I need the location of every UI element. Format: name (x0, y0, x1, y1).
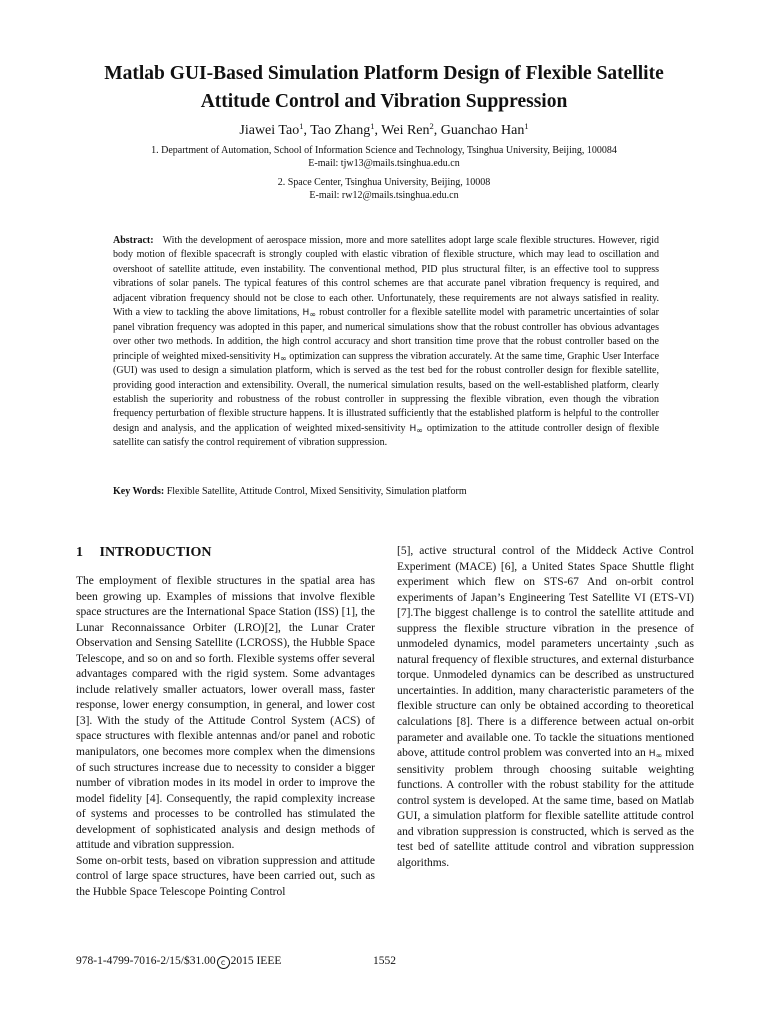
h-infinity-subscript: ∞ (655, 751, 663, 761)
intro-paragraph-1: The employment of flexible structures in the spatial area has been growing up. Examples of missions that involve flexible space structures are the International Space Station (ISS) [1], the Lunar Reconnaissance Orbiter (LRO)[2], the Lunar Crater Observation and Sensing Satellite (LCROSS), the Hubble Space Telescope, and so on and so forth. Flexible systems offer several advantages compared with the rigid system. Some advantages include relatively smaller actuators, lower overall mass, faster response, lower energy consumption, in general, and lower cost [3]. With the study of the Attitude Control System (ACS) of space structures with flexible antennas and/or panel and robotic manipulators, one becomes more complex when the dimensions of such structures increase due to necessity to consider a bigger number of vibration modes in its model in order to improve the model fidelity [4]. Consequently, the rapid complexity increase of systems and processes to be controlled has stimulated the development of sophisticated analysis and design methods of attitude and vibration suppression. (76, 575, 375, 852)
keywords (113, 485, 659, 499)
author-separator: , (433, 123, 441, 138)
author-separator: , (374, 123, 382, 138)
affiliation-1 (40, 144, 728, 170)
author-name: Wei Ren (381, 123, 430, 138)
section-heading-introduction (76, 544, 375, 562)
intro-paragraph-continued (397, 544, 694, 871)
intro-continued-part-2: mixed sensitivity problem through choosing suitable weighting functions. A controller with the robust stability for the attitude control system is developed. At the same time, based on Matlab GUI, a simulation platform for flexible satellite attitude control and vibration suppression is constructed, which is served as the test bed of satellite attitude control and vibration suppression algorithms. (397, 747, 695, 869)
title-line-1: Matlab GUI-Based Simulation Platform Design of Flexible Satellite (104, 63, 664, 84)
affiliation-2 (40, 176, 728, 202)
author-affiliation-marker: 1 (524, 121, 529, 131)
author-name: Guanchao Han (440, 123, 525, 138)
right-column (397, 544, 694, 871)
copyright-icon: c (217, 956, 230, 969)
author-affiliation-marker: 2 (429, 121, 434, 131)
footer-copyright (76, 954, 281, 969)
footer-isbn: 978-1-4799-7016-2/15/$31.00 (76, 955, 216, 967)
abstract (113, 234, 659, 451)
affiliation-1-address: 1. Department of Automation, School of Information Science and Technology, Tsinghua University, Beijing, 100084 (151, 145, 617, 156)
keywords-text: Flexible Satellite, Attitude Control, Mixed Sensitivity, Simulation platform (166, 486, 467, 497)
h-infinity-symbol (409, 424, 422, 434)
h-infinity-base: H (302, 308, 310, 319)
abstract-part-1: With the development of aerospace mission, more and more satellites adopt large scale flexible structures. However, rigid body motion of flexible spacecraft is strongly coupled with elastic vibration of flexible structure, which may lead to oscillation and overshoot of satellite attitude, even instability. The conventional method, PID plus structural filter, is an effective tool to suppress vibrations of solar panels. The typical features of this control schemes are that accurate panel vibration frequency is required, and adjacent vibration frequency should not be close to each other. Unfortunately, these requirements are not always satisfied in reality. With a view to tackling the above limitations, (113, 235, 659, 319)
h-infinity-subscript: ∞ (416, 425, 423, 435)
h-infinity-symbol (303, 308, 316, 318)
h-infinity-symbol (273, 352, 286, 362)
intro-continued-part-1: [5], active structural control of the Middeck Active Control Experiment (MACE) [6], a United States Space Shuttle flight experiment which flew on STS-67 And on-orbit control experiments of Japan’s Engineering Test Satellite VI (ETS-VI) [7].The biggest challenge is to control the satellite attitude and suppress the flexible structure vibration in the presence of unmodeled dynamics, model parameters uncertainty ,such as natural frequency of flexible structures, and external disturbance torque. Unmodeled dynamics can be described as unstructured uncertainties. In addition, many characteristic parameters of the flexible structure can only be obtained according to theoretical calculations [8]. There is a difference between actual on-orbit parameter and available one. To tackle the situations mentioned above, attitude control problem was converted into an (397, 545, 694, 760)
intro-paragraph-2: Some on-orbit tests, based on vibration suppression and attitude control of large space structures, have been carried out, such as the Hubble Space Telescope Pointing Control (76, 854, 375, 898)
abstract-part-3: optimization can suppress the vibration accurately. At the same time, Graphic User Interface (GUI) was used to design a simulation platform, which is served as the test bed for the robust controller design for flexible satellite, providing good interaction and extensibility. Overall, the numerical simulation results, based on the well-established platform, clearly establish the superiority and robustness of the robust controller in suppressing the flexible vibration, even though the vibration frequency perturbation of flexible structure happens. It is illustrated sufficiently that the established platform is helpful to the controller design and analysis, and the application of weighted mixed-sensitivity (113, 350, 660, 434)
h-infinity-subscript: ∞ (309, 310, 316, 320)
abstract-part-4: optimization to the attitude controller design of flexible satellite can satisfy the control requirement of vibration suppression. (113, 422, 660, 449)
page-number: 1552 (373, 955, 396, 967)
author-separator: , (303, 123, 311, 138)
affiliation-2-email: E-mail: rw12@mails.tsinghua.edu.cn (309, 190, 459, 201)
paper-title (40, 60, 728, 116)
abstract-label: Abstract: (113, 235, 154, 246)
abstract-text (113, 234, 659, 451)
author-name: Tao Zhang (310, 123, 371, 138)
h-infinity-base: H (409, 423, 417, 434)
author-list (40, 122, 728, 139)
section-title: INTRODUCTION (99, 545, 212, 560)
author-affiliation-marker: 1 (370, 121, 375, 131)
h-infinity-base: H (273, 351, 280, 362)
title-line-2: Attitude Control and Vibration Suppression (200, 91, 568, 112)
author-affiliation-marker: 1 (299, 121, 304, 131)
affiliation-1-email: E-mail: tjw13@mails.tsinghua.edu.cn (308, 158, 460, 169)
h-infinity-symbol (649, 749, 662, 759)
abstract-part-2: robust controller for a flexible satellite model with parametric uncertainties of solar panel vibration frequency was adopted in this paper, and numerical simulations show that the robust controller has obvious advantages over other two methods. In addition, the high control accuracy and short transition time prove that the robust controller based on the principle of weighted mixed-sensitivity (113, 307, 660, 362)
author-name: Jiawei Tao (239, 123, 300, 138)
section-number: 1 (76, 545, 83, 560)
h-infinity-base: H (648, 749, 656, 760)
left-column (76, 544, 375, 900)
keywords-label: Key Words: (113, 486, 165, 497)
footer-year-org: 2015 IEEE (230, 955, 282, 967)
h-infinity-subscript: ∞ (279, 353, 287, 363)
affiliation-2-address: 2. Space Center, Tsinghua University, Beijing, 10008 (277, 177, 491, 188)
